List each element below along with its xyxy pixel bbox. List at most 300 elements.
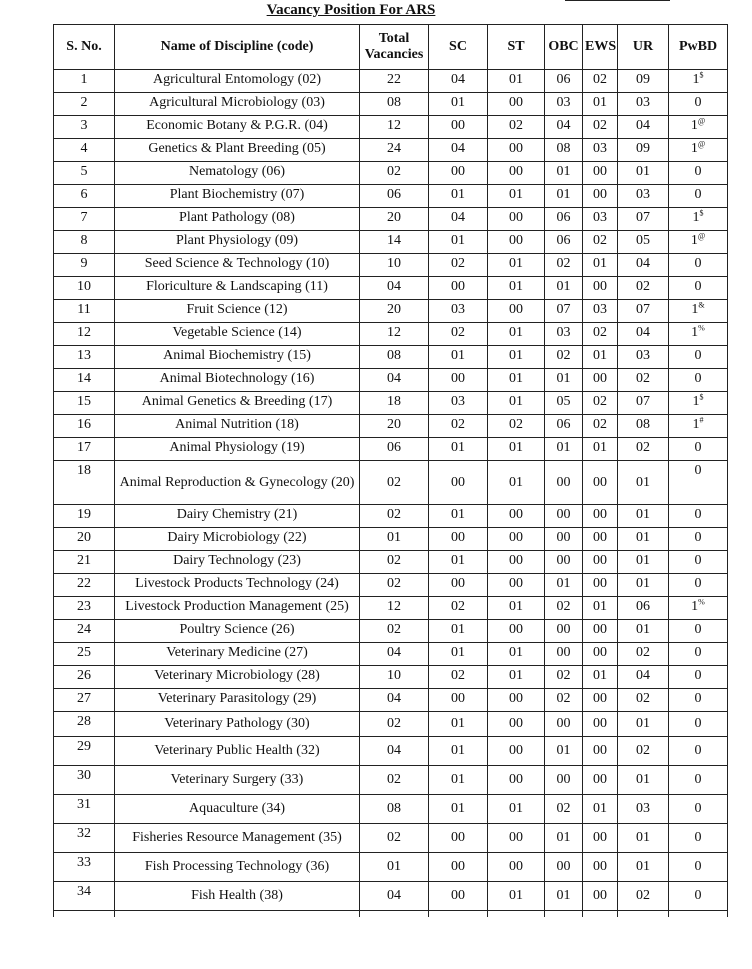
table-row: [54, 643, 728, 666]
cell-ews: 00: [583, 620, 618, 643]
cell-total: 04: [360, 737, 429, 766]
cell-name: Economic Botany & P.G.R. (04): [115, 116, 360, 139]
cell-ews: 00: [583, 162, 618, 185]
continuation-cell: [429, 911, 488, 918]
cell-st: 01: [488, 346, 545, 369]
table-row: [54, 300, 728, 323]
cell-pwbd: [669, 853, 728, 882]
cell-ews: 00: [583, 369, 618, 392]
cell-st: 00: [488, 620, 545, 643]
cell-st: 00: [488, 712, 545, 737]
cell-total: 08: [360, 346, 429, 369]
pwbd-footnote-mark: $: [699, 70, 704, 80]
cell-sc: 01: [429, 185, 488, 208]
cell-st: 00: [488, 139, 545, 162]
cell-obc: 02: [545, 689, 583, 712]
cell-pwbd: [669, 597, 728, 620]
cell-total: 10: [360, 666, 429, 689]
table-row: [54, 93, 728, 116]
cell-obc: 06: [545, 70, 583, 93]
cell-ews: 00: [583, 528, 618, 551]
table-row: [54, 766, 728, 795]
cell-total: 24: [360, 139, 429, 162]
table-row: [54, 795, 728, 824]
pwbd-footnote-mark: %: [698, 597, 705, 607]
table-row: [54, 574, 728, 597]
cell-ur: 04: [618, 116, 669, 139]
cell-sc: 00: [429, 574, 488, 597]
cell-ur: 01: [618, 853, 669, 882]
cell-sno: 20: [54, 528, 115, 551]
cell-name: Fruit Science (12): [115, 300, 360, 323]
cell-obc: 01: [545, 162, 583, 185]
table-row: [54, 162, 728, 185]
table-row: [54, 254, 728, 277]
pwbd-value: 1: [690, 141, 698, 156]
cell-pwbd: [669, 369, 728, 392]
cell-st: 01: [488, 666, 545, 689]
continuation-cell: [115, 911, 360, 918]
cell-total: 02: [360, 461, 429, 505]
cell-total: 04: [360, 689, 429, 712]
cell-name: Veterinary Parasitology (29): [115, 689, 360, 712]
cell-ews: 00: [583, 505, 618, 528]
cell-st: 02: [488, 415, 545, 438]
cell-sno: 31: [54, 795, 115, 824]
table-row: [54, 277, 728, 300]
cell-ur: 06: [618, 597, 669, 620]
cell-sno: 10: [54, 277, 115, 300]
pwbd-value: 0: [694, 888, 702, 903]
cell-pwbd: [669, 666, 728, 689]
cell-sno: 18: [54, 461, 115, 505]
pwbd-value: 0: [694, 507, 702, 522]
cell-name: Genetics & Plant Breeding (05): [115, 139, 360, 162]
cell-pwbd: [669, 392, 728, 415]
cell-sno: 29: [54, 737, 115, 766]
cell-name: Dairy Technology (23): [115, 551, 360, 574]
cell-st: 01: [488, 795, 545, 824]
cell-pwbd: [669, 505, 728, 528]
cell-total: 02: [360, 162, 429, 185]
cell-name: Veterinary Surgery (33): [115, 766, 360, 795]
table-row: [54, 231, 728, 254]
cell-ur: 01: [618, 551, 669, 574]
pwbd-value: 1: [692, 394, 700, 409]
cell-ews: 01: [583, 438, 618, 461]
pwbd-value: 1: [691, 599, 699, 614]
table-header-row: [54, 25, 728, 70]
cell-name: Aquaculture (34): [115, 795, 360, 824]
cell-pwbd: [669, 528, 728, 551]
cell-obc: 04: [545, 116, 583, 139]
cell-sc: 01: [429, 505, 488, 528]
pwbd-value: 0: [694, 440, 702, 455]
cell-obc: 06: [545, 231, 583, 254]
cell-ews: 02: [583, 392, 618, 415]
cell-pwbd: [669, 162, 728, 185]
cell-pwbd: [669, 116, 728, 139]
cell-sc: 01: [429, 712, 488, 737]
cell-ews: 03: [583, 139, 618, 162]
cell-pwbd: [669, 70, 728, 93]
cell-name: Veterinary Microbiology (28): [115, 666, 360, 689]
cell-obc: 00: [545, 766, 583, 795]
cell-sc: 04: [429, 208, 488, 231]
cell-st: 00: [488, 824, 545, 853]
cell-st: 00: [488, 93, 545, 116]
cell-sno: 7: [54, 208, 115, 231]
cell-sc: 04: [429, 139, 488, 162]
cell-pwbd: [669, 461, 728, 505]
cell-ur: 01: [618, 574, 669, 597]
cell-sc: 00: [429, 824, 488, 853]
cell-sc: 04: [429, 70, 488, 93]
cell-sno: 16: [54, 415, 115, 438]
table-row: [54, 438, 728, 461]
cell-sno: 17: [54, 438, 115, 461]
cell-ews: 00: [583, 689, 618, 712]
cell-sc: 01: [429, 766, 488, 795]
cell-ews: 03: [583, 208, 618, 231]
pwbd-footnote-mark: @: [697, 116, 706, 126]
cell-st: 01: [488, 461, 545, 505]
pwbd-value: 0: [694, 716, 702, 731]
table-row: [54, 597, 728, 620]
cell-ur: 02: [618, 689, 669, 712]
continuation-cell: [54, 911, 115, 918]
cell-obc: 03: [545, 323, 583, 346]
cell-pwbd: [669, 824, 728, 853]
cell-total: 10: [360, 254, 429, 277]
cell-total: 12: [360, 597, 429, 620]
cell-ur: 05: [618, 231, 669, 254]
cell-total: 01: [360, 853, 429, 882]
cell-ur: 04: [618, 666, 669, 689]
cell-sno: 2: [54, 93, 115, 116]
table-row: [54, 528, 728, 551]
cell-st: 01: [488, 438, 545, 461]
cell-st: 00: [488, 162, 545, 185]
cell-ews: 03: [583, 300, 618, 323]
cell-ur: 02: [618, 277, 669, 300]
cell-total: 14: [360, 231, 429, 254]
cell-obc: 00: [545, 528, 583, 551]
table-body: [54, 70, 728, 918]
pwbd-value: 1: [691, 325, 699, 340]
cell-total: 02: [360, 824, 429, 853]
cell-st: 00: [488, 208, 545, 231]
cell-pwbd: [669, 620, 728, 643]
cell-sc: 02: [429, 323, 488, 346]
table-row: [54, 323, 728, 346]
pwbd-value: 0: [694, 859, 702, 874]
cell-sno: 5: [54, 162, 115, 185]
cell-sc: 00: [429, 853, 488, 882]
cell-ews: 01: [583, 254, 618, 277]
cell-ews: 00: [583, 574, 618, 597]
cell-sno: 34: [54, 882, 115, 911]
cell-sno: 3: [54, 116, 115, 139]
cell-total: 18: [360, 392, 429, 415]
cell-total: 02: [360, 712, 429, 737]
cell-pwbd: [669, 277, 728, 300]
pwbd-value: 1: [690, 118, 698, 133]
cell-pwbd: [669, 882, 728, 911]
cell-ur: 08: [618, 415, 669, 438]
cell-obc: 07: [545, 300, 583, 323]
cell-obc: 00: [545, 620, 583, 643]
cell-obc: 06: [545, 208, 583, 231]
pwbd-value: 1: [692, 417, 700, 432]
pwbd-value: 0: [694, 772, 702, 787]
pwbd-value: 0: [694, 348, 702, 363]
cell-sc: 00: [429, 369, 488, 392]
cell-ews: 02: [583, 70, 618, 93]
cell-name: Veterinary Public Health (32): [115, 737, 360, 766]
cell-name: Floriculture & Landscaping (11): [115, 277, 360, 300]
cell-st: 01: [488, 643, 545, 666]
table-row: [54, 70, 728, 93]
cell-st: 00: [488, 231, 545, 254]
cell-ews: 02: [583, 323, 618, 346]
cell-ur: 03: [618, 346, 669, 369]
table-row: [54, 666, 728, 689]
cell-pwbd: [669, 300, 728, 323]
cell-ews: 00: [583, 461, 618, 505]
table-row: [54, 824, 728, 853]
cell-ews: 00: [583, 882, 618, 911]
cell-total: 12: [360, 116, 429, 139]
cell-total: 02: [360, 505, 429, 528]
pwbd-footnote-mark: @: [697, 139, 706, 149]
cell-pwbd: [669, 643, 728, 666]
cell-st: 01: [488, 882, 545, 911]
cell-sc: 03: [429, 300, 488, 323]
cell-st: 00: [488, 300, 545, 323]
cell-sc: 02: [429, 254, 488, 277]
cell-sc: 00: [429, 528, 488, 551]
cell-st: 01: [488, 323, 545, 346]
cell-ur: 07: [618, 208, 669, 231]
col-header-pwbd: PwBD: [669, 25, 728, 70]
pwbd-footnote-mark: @: [697, 231, 706, 241]
cell-pwbd: [669, 346, 728, 369]
cell-obc: 02: [545, 597, 583, 620]
cell-ur: 09: [618, 139, 669, 162]
cell-total: 02: [360, 620, 429, 643]
cell-sc: 00: [429, 689, 488, 712]
cell-sno: 33: [54, 853, 115, 882]
cell-obc: 01: [545, 737, 583, 766]
table-row: [54, 737, 728, 766]
cell-ews: 02: [583, 231, 618, 254]
cell-sc: 01: [429, 438, 488, 461]
cell-obc: 00: [545, 712, 583, 737]
cell-pwbd: [669, 766, 728, 795]
continuation-cell: [583, 911, 618, 918]
cell-pwbd: [669, 415, 728, 438]
cell-name: Dairy Microbiology (22): [115, 528, 360, 551]
cell-st: 01: [488, 70, 545, 93]
cell-name: Vegetable Science (14): [115, 323, 360, 346]
col-header-name: Name of Discipline (code): [115, 25, 360, 70]
cell-name: Dairy Chemistry (21): [115, 505, 360, 528]
cell-st: 01: [488, 392, 545, 415]
cell-sc: 01: [429, 620, 488, 643]
continuation-cell: [488, 911, 545, 918]
cell-sno: 26: [54, 666, 115, 689]
table-row: [54, 505, 728, 528]
cell-name: Plant Physiology (09): [115, 231, 360, 254]
col-header-total: Total Vacancies: [360, 25, 429, 70]
continuation-cell: [360, 911, 429, 918]
cell-obc: 05: [545, 392, 583, 415]
col-header-sc: SC: [429, 25, 488, 70]
pwbd-value: 0: [694, 576, 702, 591]
cell-total: 12: [360, 323, 429, 346]
pwbd-value: 0: [694, 743, 702, 758]
cell-obc: 08: [545, 139, 583, 162]
table-row: [54, 882, 728, 911]
cell-ur: 01: [618, 528, 669, 551]
table-row: [54, 415, 728, 438]
cell-total: 08: [360, 795, 429, 824]
cell-obc: 00: [545, 853, 583, 882]
cell-total: 04: [360, 882, 429, 911]
cell-sno: 15: [54, 392, 115, 415]
pwbd-value: 0: [694, 691, 702, 706]
cell-sno: 23: [54, 597, 115, 620]
cell-sc: 00: [429, 882, 488, 911]
pwbd-value: 0: [694, 801, 702, 816]
cell-ur: 04: [618, 323, 669, 346]
cell-total: 02: [360, 766, 429, 795]
cell-st: 00: [488, 528, 545, 551]
cell-sno: 22: [54, 574, 115, 597]
cell-st: 00: [488, 689, 545, 712]
cell-total: 06: [360, 185, 429, 208]
cell-sno: 32: [54, 824, 115, 853]
table-row: [54, 551, 728, 574]
cell-ur: 02: [618, 737, 669, 766]
cell-sc: 01: [429, 737, 488, 766]
cell-obc: 01: [545, 882, 583, 911]
cell-st: 01: [488, 185, 545, 208]
pwbd-value: 1: [692, 210, 700, 225]
pwbd-value: 0: [694, 279, 702, 294]
cell-sc: 01: [429, 795, 488, 824]
pwbd-value: 0: [694, 668, 702, 683]
pwbd-value: 0: [694, 530, 702, 545]
cell-sc: 01: [429, 643, 488, 666]
cell-sno: 21: [54, 551, 115, 574]
pwbd-value: 0: [694, 256, 702, 271]
cell-total: 02: [360, 574, 429, 597]
cell-total: 06: [360, 438, 429, 461]
cell-name: Seed Science & Technology (10): [115, 254, 360, 277]
table-row: [54, 712, 728, 737]
cell-pwbd: [669, 323, 728, 346]
cell-ews: 01: [583, 346, 618, 369]
cell-sno: 30: [54, 766, 115, 795]
cell-st: 00: [488, 505, 545, 528]
cell-obc: 01: [545, 438, 583, 461]
cell-name: Fish Health (38): [115, 882, 360, 911]
cell-name: Plant Pathology (08): [115, 208, 360, 231]
table-row: [54, 185, 728, 208]
cell-ews: 00: [583, 853, 618, 882]
cell-total: 20: [360, 300, 429, 323]
cell-sno: 14: [54, 369, 115, 392]
cell-ews: 01: [583, 666, 618, 689]
cell-sno: 19: [54, 505, 115, 528]
pwbd-value: 0: [694, 553, 702, 568]
cell-name: Veterinary Medicine (27): [115, 643, 360, 666]
cell-sno: 11: [54, 300, 115, 323]
cell-name: Animal Genetics & Breeding (17): [115, 392, 360, 415]
cell-total: 04: [360, 643, 429, 666]
table-row: [54, 116, 728, 139]
cell-ews: 00: [583, 712, 618, 737]
cell-ur: 09: [618, 70, 669, 93]
cell-obc: 02: [545, 795, 583, 824]
cell-name: Nematology (06): [115, 162, 360, 185]
cell-st: 00: [488, 766, 545, 795]
cell-sno: 27: [54, 689, 115, 712]
cell-obc: 00: [545, 461, 583, 505]
cell-ews: 00: [583, 185, 618, 208]
cell-sc: 01: [429, 551, 488, 574]
cell-sc: 00: [429, 162, 488, 185]
cell-sno: 6: [54, 185, 115, 208]
cell-name: Animal Reproduction & Gynecology (20): [115, 461, 360, 505]
pwbd-value: 0: [694, 187, 702, 202]
cell-pwbd: [669, 185, 728, 208]
cell-ews: 02: [583, 116, 618, 139]
cell-ur: 07: [618, 300, 669, 323]
cell-ews: 00: [583, 737, 618, 766]
cell-sc: 01: [429, 231, 488, 254]
cell-st: 02: [488, 116, 545, 139]
cell-ur: 04: [618, 254, 669, 277]
cell-pwbd: [669, 231, 728, 254]
cell-ur: 02: [618, 882, 669, 911]
cell-obc: 00: [545, 643, 583, 666]
cell-obc: 02: [545, 346, 583, 369]
cell-sno: 4: [54, 139, 115, 162]
cell-total: 22: [360, 70, 429, 93]
cell-obc: 01: [545, 185, 583, 208]
cell-ur: 07: [618, 392, 669, 415]
page-title: Vacancy Position For ARS: [266, 2, 436, 18]
cell-sc: 03: [429, 392, 488, 415]
cell-pwbd: [669, 139, 728, 162]
continuation-cell: [669, 911, 728, 918]
pwbd-footnote-mark: $: [699, 392, 704, 402]
cell-name: Agricultural Microbiology (03): [115, 93, 360, 116]
cell-ews: 01: [583, 597, 618, 620]
cell-sc: 02: [429, 597, 488, 620]
cell-pwbd: [669, 254, 728, 277]
continuation-cell: [545, 911, 583, 918]
cell-ews: 00: [583, 551, 618, 574]
pwbd-value: 0: [694, 371, 702, 386]
cell-sc: 01: [429, 346, 488, 369]
cell-st: 00: [488, 737, 545, 766]
pwbd-footnote-mark: %: [698, 323, 705, 333]
pwbd-value: 1: [690, 233, 698, 248]
